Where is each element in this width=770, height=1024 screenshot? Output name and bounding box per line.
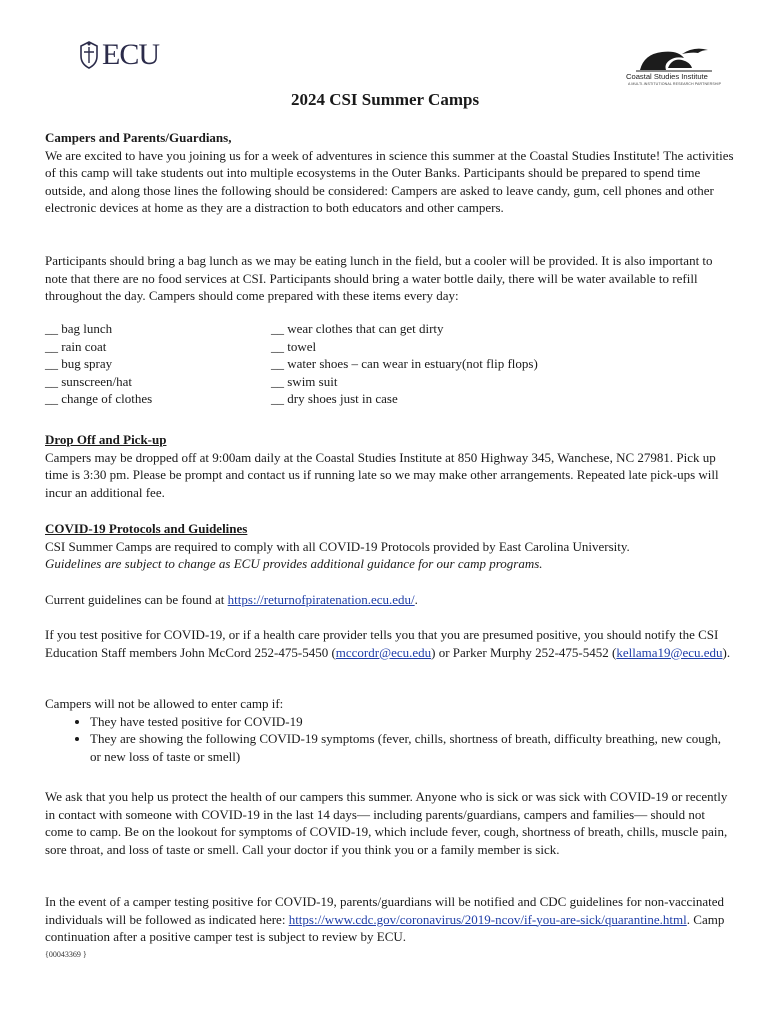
dropoff-paragraph: Campers may be dropped off at 9:00am daily at the Coastal Studies Institute at 850 Highway 345, Wanchese, NC 27981. Pick up time is 3:30 pm. Please be prompt and contact us if running late so we may make other arrangements. Repeated late pick-ups will incur an additional fee. <box>45 449 719 500</box>
covid-italic-note: Guidelines are subject to change as ECU provides additional guidance for our camp programs. <box>45 556 543 572</box>
positive-test-section <box>45 626 735 661</box>
checklist-item: __ wear clothes that can get dirty <box>271 321 444 336</box>
event-prefix: In the event of a camper testing positive for COVID-19, parents/guardians will be notified and CDC guidelines for non-vaccinated individuals will be followed as indicated here: <box>45 894 725 927</box>
dropoff-section <box>45 431 735 501</box>
csi-logo <box>622 44 726 90</box>
checklist-item: __ towel <box>271 338 317 354</box>
covid-heading: COVID-19 Protocols and Guidelines <box>45 521 248 536</box>
positive-prefix: If you test positive for COVID-19, or if a health care provider tells you that you are presumed positive, you should notify the CSI Education Staff members John McCord 252-475-5450 ( <box>45 627 719 660</box>
checklist-item: __ change of clothes <box>45 391 153 407</box>
packing-section <box>45 252 735 305</box>
checklist-item: __ sunscreen/hat <box>45 373 133 389</box>
event-section <box>45 893 735 946</box>
event-suffix: . Camp continuation after a positive camper test is subject to review by ECU. <box>45 911 725 945</box>
protect-section <box>45 788 735 858</box>
ecu-seal-icon <box>78 40 100 70</box>
ecu-logo-text: ECU <box>102 38 159 71</box>
positive-suffix: ). <box>722 644 731 660</box>
return-of-pirate-nation-link[interactable]: https://returnofpiratenation.ecu.edu/ <box>227 592 415 607</box>
document-id: {00043369 } <box>45 950 87 959</box>
checklist-item: __ dry shoes just in case <box>271 391 398 407</box>
checklist-item: __ bug spray <box>45 356 113 372</box>
page-title: 2024 CSI Summer Camps <box>290 90 480 109</box>
not-allowed-section <box>45 695 735 765</box>
guidelines-suffix: . <box>414 592 418 607</box>
intro-paragraph: We are excited to have you joining us for a week of adventures in science this summer at the Coastal Studies Institute! The activities of this camp will take students out into multiple ecosystems in the Outer Banks. Participants should be prepared to spend time outside, and along those lines the following should be considered: Campers are asked to leave candy, gum, cell phones and other electronic devices at home as they are a distraction to both educators and other campers. <box>45 147 734 216</box>
guidelines-section <box>45 591 735 609</box>
csi-wave-icon <box>622 44 726 72</box>
checklist-item: __ water shoes – can wear in estuary(not flip flops) <box>271 356 538 372</box>
checklist-column-1 <box>45 320 152 408</box>
cdc-quarantine-link[interactable]: https://www.cdc.gov/coronavirus/2019-ncov/if-you-are-sick/quarantine.html <box>288 911 687 927</box>
checklist-column-2 <box>271 320 538 408</box>
intro-section <box>45 129 735 217</box>
checklist-item: __ bag lunch <box>45 321 113 336</box>
not-allowed-intro: Campers will not be allowed to enter camp if: <box>45 696 284 711</box>
checklist-item: __ swim suit <box>271 373 338 389</box>
list-item: • They are showing the following COVID-19 symptoms (fever, chills, shortness of breath, difficulty breathing, new cough, or new loss of taste or smell) <box>90 730 735 765</box>
murphy-email-link[interactable]: kellama19@ecu.edu <box>616 644 723 660</box>
list-item: • They have tested positive for COVID-19 <box>90 713 735 731</box>
checklist-item: __ rain coat <box>45 338 107 354</box>
event-paragraph <box>45 893 735 946</box>
ecu-logo <box>78 38 159 72</box>
csi-logo-subtitle: A MULTI-INSTITUTIONAL RESEARCH PARTNERSHIP <box>628 82 722 86</box>
symptom-list <box>45 713 735 766</box>
csi-logo-name: Coastal Studies Institute <box>626 72 708 81</box>
positive-mid: ) or Parker Murphy 252-475-5452 ( <box>431 644 617 660</box>
positive-test-paragraph <box>45 626 735 661</box>
covid-paragraph: CSI Summer Camps are required to comply with all COVID-19 Protocols provided by East Carolina University. <box>45 538 630 554</box>
mccord-email-link[interactable]: mccordr@ecu.edu <box>335 644 432 660</box>
guidelines-prefix: Current guidelines can be found at <box>45 592 228 607</box>
packing-paragraph: Participants should bring a bag lunch as we may be eating lunch in the field, but a cooler will be provided. It is also important to note that there are no food services at CSI. Participants should bring a water bottle daily, there will be water available to refill throughout the day. Campers should come prepared with these items every day: <box>45 253 713 304</box>
guidelines-line <box>45 591 735 609</box>
salutation: Campers and Parents/Guardians, <box>45 130 232 145</box>
covid-section <box>45 520 735 573</box>
protect-paragraph: We ask that you help us protect the health of our campers this summer. Anyone who is sick or was sick with COVID-19 or recently in contact with someone with COVID-19 in the last 14 days— including parents/guardians, campers and families— should not come to camp. Be on the lookout for symptoms of COVID-19, which include fever, cough, shortness of breath, chills, muscle pain, sore throat, and loss of taste or smell. Call your doctor if you think you or a family member is sick. <box>45 789 728 857</box>
dropoff-heading: Drop Off and Pick-up <box>45 432 167 447</box>
